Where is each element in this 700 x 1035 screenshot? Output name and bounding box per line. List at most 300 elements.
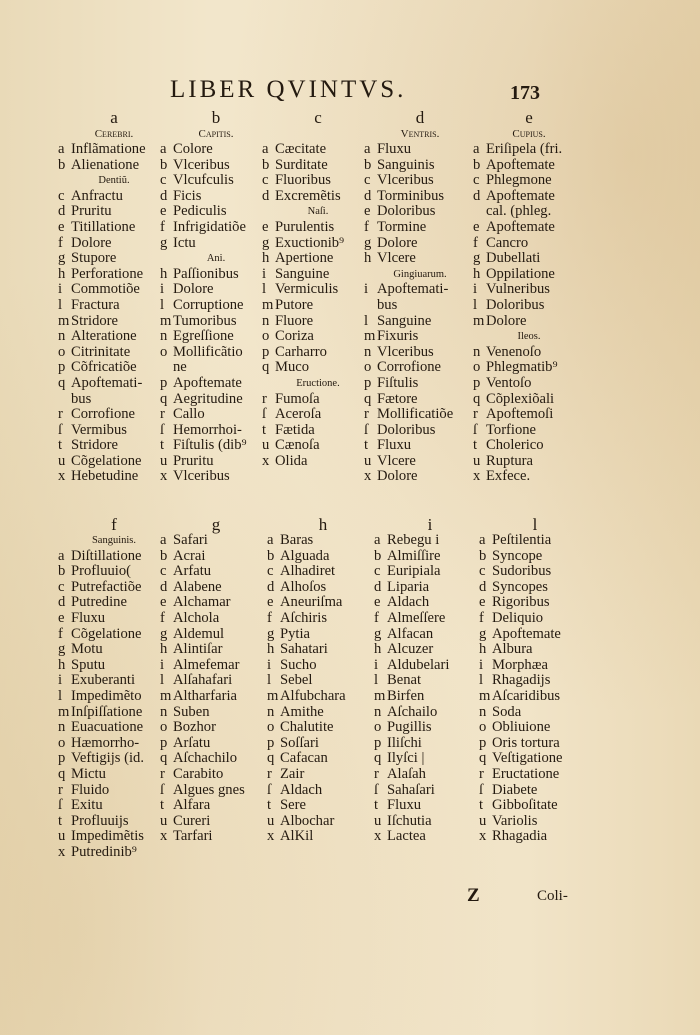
index-entry [58,580,170,596]
index-entry [374,627,486,643]
entry-letter: c [374,563,381,580]
entry-text: Alchola [173,609,220,626]
entry-letter: n [374,703,382,720]
entry-text: Iſchutia [387,812,432,829]
entry-text: Cholerico [486,437,544,454]
entry-letter: i [364,281,369,298]
entry-letter: q [160,750,168,767]
entry-text: Putrefactiõe [71,578,142,595]
entry-letter: t [160,437,165,454]
entry-text: Lactea [387,828,426,845]
index-entry [58,360,170,376]
index-entry [262,158,374,174]
index-entry [473,236,585,252]
entry-text: Fluido [71,781,110,798]
index-entry [160,314,272,330]
entry-letter: l [58,296,63,313]
entry-letter: c [267,563,274,580]
index-entry [58,345,170,361]
index-entry [374,580,486,596]
entry-text: Sanguine [275,265,330,282]
index-entry [364,392,476,408]
index-entry [473,267,585,283]
entry-letter: q [262,359,270,376]
entry-letter: g [160,234,168,251]
entry-text: Euacuatione [71,719,144,736]
entry-text: Mollificatiõe [377,406,454,423]
entry-text: Anfractu [71,187,123,204]
index-entry [374,658,486,674]
entry-letter: l [374,672,379,689]
index-entry [479,673,591,689]
entry-text: Almiſſire [387,547,441,564]
entry-letter: m [364,328,376,345]
entry-text: Ilyſci | [387,750,425,767]
entry-text: Sahatari [280,641,328,658]
entry-text: Fluoribus [275,172,331,189]
entry-letter: u [267,812,275,829]
index-entry [160,705,272,721]
entry-letter: b [374,547,382,564]
entry-letter: l [473,296,478,313]
entry-letter: l [160,672,165,689]
entry-text: Exuberanti [71,672,136,689]
entry-text: Corruptione [173,296,244,313]
index-entry [160,454,272,470]
index-entry [479,783,591,799]
index-entry [160,611,272,627]
index-entry [58,469,170,485]
index-entry [160,267,272,283]
column-e [473,110,585,485]
entry-letter: c [473,172,480,189]
index-entry [479,642,591,658]
entry-letter: u [160,812,168,829]
index-entry [374,767,486,783]
index-entry [262,345,374,361]
entry-letter: c [479,563,486,580]
index-entry [364,438,476,454]
entry-letter: g [262,234,270,251]
entry-text: Hebetudine [71,468,139,485]
entry-letter: p [479,734,487,751]
entry-letter: f [267,609,272,626]
entry-text: Alienatione [71,156,140,173]
index-entry [364,376,476,392]
entry-text: Algues gnes [173,781,245,798]
entry-letter: h [58,265,66,282]
entry-letter: i [160,281,165,298]
entry-letter: q [374,750,382,767]
entry-letter: c [160,172,167,189]
entry-letter: u [58,452,66,469]
index-entry [473,376,585,392]
entry-letter: q [364,390,372,407]
entry-letter: t [262,421,267,438]
column-key: e [525,108,533,127]
entry-letter: r [374,765,379,782]
entry-text: Hemorrhoi- [173,421,242,438]
entry-text: Suben [173,703,210,720]
index-entry [58,454,170,470]
entry-letter: g [479,625,487,642]
index-entry [160,533,272,549]
column-d [364,110,476,485]
entry-text: Olida [275,452,308,469]
index-entry [267,533,379,549]
column-key: f [111,515,117,534]
entry-text: Aldemul [173,625,225,642]
entry-text: Cænoſa [275,437,320,454]
entry-letter: p [58,359,66,376]
entry-text: Almefemar [173,656,240,673]
index-entry [479,705,591,721]
entry-text: Baras [280,532,314,548]
index-entry [374,673,486,689]
index-entry [267,627,379,643]
index-entry [479,627,591,643]
entry-text: Oris tortura [492,734,560,751]
entry-text: Ruptura [486,452,534,469]
entry-letter: b [160,156,168,173]
entry-letter: u [473,452,481,469]
entry-text: Albochar [280,812,335,829]
entry-letter: x [160,468,168,485]
entry-letter: c [58,578,65,595]
entry-letter: h [479,641,487,658]
entry-text: Sere [280,797,306,814]
index-entry [374,549,486,565]
column-key: l [532,515,538,534]
index-entry [267,705,379,721]
entry-letter: e [267,594,274,611]
entry-text: Alcuzer [387,641,434,658]
entry-letter: f [374,609,379,626]
index-entry [160,204,272,220]
entry-text: Corrofione [71,406,136,423]
entry-letter: d [58,203,66,220]
entry-text: Dolore [486,312,527,329]
entry-letter: i [58,281,63,298]
entry-letter: d [267,578,275,595]
entry-letter: b [473,156,481,173]
column-g [160,517,272,845]
entry-letter: n [364,343,372,360]
index-entry [58,204,170,220]
entry-letter: n [160,328,168,345]
entry-letter: ſ [473,421,478,438]
entry-text: Profluuijs [71,812,129,829]
index-entry [58,611,170,627]
entry-text: Alteratione [71,328,137,345]
entry-text: bus [377,296,398,313]
entry-letter: g [58,250,66,267]
entry-letter: t [267,797,272,814]
entry-text: Carabito [173,765,224,782]
entry-text: Iliſchi [387,734,422,751]
column-h [267,517,379,845]
entry-text: Alguada [280,547,330,564]
entry-text: Sahaſari [387,781,435,798]
entry-text: Birfen [387,687,425,704]
index-entry [262,392,374,408]
entry-letter: p [473,374,481,391]
index-entry [160,329,272,345]
entry-text: Dolore [377,234,418,251]
column-f [58,517,170,860]
index-entry [58,564,170,580]
entry-text: Arfatu [173,563,212,580]
entry-letter: i [473,281,478,298]
entry-letter: p [160,734,168,751]
index-entry [58,438,170,454]
index-entry [267,751,379,767]
index-entry [364,298,476,314]
entry-letter: e [364,203,371,220]
entry-letter: ſ [160,421,165,438]
entry-text: Aceroſa [275,406,322,423]
entry-text: Titillatione [71,218,136,235]
index-entry [473,407,585,423]
entry-letter: m [262,296,274,313]
index-entry [473,314,585,330]
index-entry [364,142,476,158]
entry-text: Venenoſo [486,343,542,360]
entry-letter: n [267,703,275,720]
entry-letter: x [364,468,372,485]
entry-text: Alaſah [387,765,426,782]
index-entry [374,705,486,721]
index-entry [262,267,374,283]
entry-letter: q [479,750,487,767]
entry-letter: i [58,672,63,689]
column-caption: Capitis. [198,128,234,140]
entry-text: Soda [492,703,522,720]
entry-letter: ſ [58,797,63,814]
index-entry [160,564,272,580]
entry-letter: d [473,187,481,204]
entry-letter: u [479,812,487,829]
index-entry [58,314,170,330]
index-entry [160,580,272,596]
entry-letter: ſ [364,421,369,438]
entry-letter: b [58,156,66,173]
entry-text: Fiſtulis (dib⁹ [173,437,247,454]
entry-text: Fluxu [377,437,412,454]
index-entry [262,220,374,236]
entry-letter: o [267,719,275,736]
index-entry [160,767,272,783]
entry-letter: f [58,625,63,642]
entry-text: Alſahafari [173,672,233,689]
index-entry [267,736,379,752]
entry-text: Pediculis [173,203,227,220]
index-entry [364,220,476,236]
entry-letter: r [267,765,272,782]
index-entry [267,549,379,565]
entry-text: Tarfari [173,828,213,845]
entry-text: Alhadiret [280,563,336,580]
index-entry [374,751,486,767]
entry-letter: h [374,641,382,658]
entry-text: Diabete [492,781,538,798]
entry-letter: r [58,406,63,423]
entry-letter: f [160,218,165,235]
entry-letter: x [267,828,275,845]
index-entry [479,829,591,845]
entry-text: Soſſari [280,734,319,751]
index-entry [58,376,170,392]
entry-text: Alabene [173,578,222,595]
index-entry [473,423,585,439]
entry-text: Amithe [280,703,324,720]
entry-text: Phlegmone [486,172,552,189]
index-entry [374,564,486,580]
entry-letter: i [160,656,165,673]
index-entry [364,282,476,298]
index-entry [473,189,585,205]
index-entry [58,720,170,736]
index-entry [160,438,272,454]
entry-text: Phlegmatib⁹ [486,359,558,376]
index-entry [58,751,170,767]
signature-mark: Z [467,885,480,906]
entry-letter: h [267,641,275,658]
entry-letter: t [374,797,379,814]
entry-text: Apertione [275,250,334,267]
entry-text: Apoftemate [492,625,561,642]
index-entry [364,173,476,189]
entry-text: Vlceribus [377,172,434,189]
entry-text: Cæcitate [275,141,327,157]
column-c [262,110,374,469]
index-entry [160,345,272,361]
index-entry [58,736,170,752]
entry-letter: o [374,719,382,736]
entry-text: Rigoribus [492,594,550,611]
index-entry [58,282,170,298]
index-entry [479,533,591,549]
entry-letter: ſ [374,781,379,798]
entry-text: Fluxu [71,609,106,626]
entry-letter: q [473,390,481,407]
entry-letter: g [160,625,168,642]
column-caption: Ventris. [400,128,440,140]
entry-text: Dubellati [486,250,541,267]
index-entry [374,798,486,814]
index-entry [160,720,272,736]
entry-letter: h [160,641,168,658]
entry-letter: b [479,547,487,564]
entry-letter: ſ [267,781,272,798]
entry-text: Fumoſa [275,390,320,407]
index-entry [58,267,170,283]
index-entry [58,158,170,174]
entry-letter: o [160,719,168,736]
entry-text: Dolore [71,234,112,251]
index-entry [262,298,374,314]
index-entry [160,658,272,674]
entry-letter: g [364,234,372,251]
entry-letter: ſ [160,781,165,798]
index-entry [160,220,272,236]
column-key: a [110,108,118,127]
index-entry [374,533,486,549]
entry-text: Fætore [377,390,418,407]
entry-letter: t [160,797,165,814]
index-entry [58,407,170,423]
index-entry [267,673,379,689]
entry-letter: n [479,703,487,720]
index-entry [267,658,379,674]
entry-letter: t [58,812,63,829]
entry-letter: l [267,672,272,689]
entry-text: Cõfricatiõe [71,359,137,376]
entry-text: Alfara [173,797,211,814]
entry-letter: g [374,625,382,642]
index-entry [364,407,476,423]
entry-letter: a [374,532,381,548]
index-entry [473,345,585,361]
index-entry [473,360,585,376]
index-entry [160,236,272,252]
index-entry [374,642,486,658]
entry-text: Sebel [280,672,313,689]
entry-letter: a [267,532,274,548]
entry-letter: u [58,828,66,845]
entry-letter: x [374,828,382,845]
entry-letter: o [58,343,66,360]
entry-text: Cõgelatione [71,452,142,469]
entry-text: Apoftemate [486,187,555,204]
section-subheading: Eructione. [296,377,340,389]
entry-letter: u [160,452,168,469]
index-entry [58,783,170,799]
entry-text: Fætida [275,421,315,438]
index-entry [479,564,591,580]
entry-letter: ſ [262,406,267,423]
entry-text: Carharro [275,343,327,360]
entry-text: Aneuriſma [280,594,343,611]
entry-letter: b [267,547,275,564]
entry-text: Altharfaria [173,687,238,704]
entry-text: Motu [71,641,103,658]
entry-letter: i [479,656,484,673]
entry-letter: l [479,672,484,689]
entry-letter: ſ [58,421,63,438]
index-entry [473,204,585,220]
index-entry [160,642,272,658]
index-entry [58,329,170,345]
entry-letter: a [479,532,486,548]
entry-text: AlKil [280,828,314,845]
index-entry [160,173,272,189]
index-entry [58,658,170,674]
entry-text: Stridore [71,312,119,329]
entry-text: Fluxu [387,797,422,814]
entry-letter: o [364,359,372,376]
entry-letter: c [160,563,167,580]
index-entry [160,829,272,845]
entry-letter: i [374,656,379,673]
entry-letter: x [160,828,168,845]
index-entry [58,220,170,236]
index-entry [479,580,591,596]
entry-letter: u [262,437,270,454]
entry-letter: g [58,641,66,658]
index-entry [262,454,374,470]
column-caption: Cerebri. [94,128,134,140]
